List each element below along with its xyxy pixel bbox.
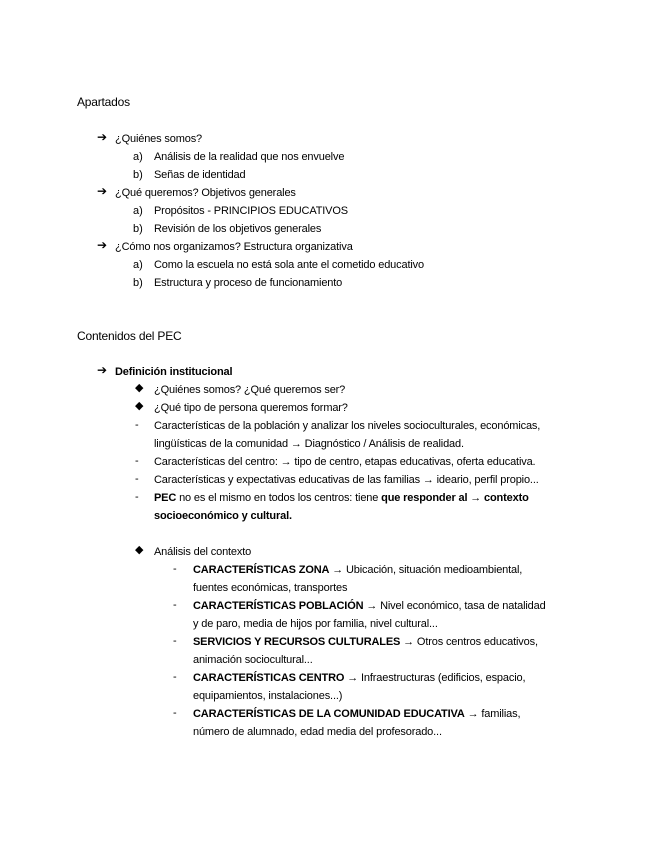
context-item-bold: CARACTERÍSTICAS CENTRO <box>193 672 345 684</box>
dash-marker: - <box>135 491 139 503</box>
apartados-subitem: Estructura y proceso de funcionamiento <box>154 277 343 289</box>
context-item-rest: → Otros centros educativos, <box>400 636 538 648</box>
diamond-bullet-icon: ◆ <box>135 544 144 556</box>
diamond-item: ¿Quiénes somos? ¿Qué queremos ser? <box>154 384 346 396</box>
pec-bold-2: que responder al → contexto <box>381 492 529 504</box>
sub-marker: b) <box>133 169 143 181</box>
diamond-bullet-icon: ◆ <box>135 400 144 412</box>
context-item-bold: CARACTERÍSTICAS DE LA COMUNIDAD EDUCATIVA <box>193 708 465 720</box>
contenidos-heading: Contenidos del PEC <box>77 329 182 343</box>
apartados-subitem: Propósitos - PRINCIPIOS EDUCATIVOS <box>154 205 348 217</box>
arrow-bullet-icon: ➔ <box>97 130 108 144</box>
dash-item-line: Características del centro: → tipo de centro, etapas educativas, oferta educativa. <box>154 456 536 468</box>
dash-marker: - <box>173 707 177 719</box>
sub-marker: a) <box>133 259 143 271</box>
diamond-bullet-icon: ◆ <box>135 382 144 394</box>
context-item <box>193 561 578 579</box>
analisis-contexto: Análisis del contexto <box>154 546 252 558</box>
sub-marker: a) <box>133 151 143 163</box>
apartados-subitem: Como la escuela no está sola ante el cometido educativo <box>154 259 424 271</box>
context-item-line2: y de paro, media de hijos por familia, nivel cultural... <box>193 618 438 630</box>
context-item-line2: fuentes económicas, transportes <box>193 582 348 594</box>
pec-bold: PEC <box>154 492 177 504</box>
apartados-item-1: ¿Quiénes somos? <box>115 133 203 145</box>
dash-marker: - <box>135 473 139 485</box>
sub-marker: a) <box>133 205 143 217</box>
dash-item-line: lingüísticas de la comunidad → Diagnóstico / Análisis de realidad. <box>154 438 464 450</box>
context-item-bold: CARACTERÍSTICAS ZONA <box>193 564 330 576</box>
arrow-bullet-icon: ➔ <box>97 363 108 377</box>
apartados-subitem: Revisión de los objetivos generales <box>154 223 322 235</box>
context-item-bold: SERVICIOS Y RECURSOS CULTURALES <box>193 636 401 648</box>
arrow-bullet-icon: ➔ <box>97 184 108 198</box>
pec-mid: no es el mismo en todos los centros: tiene <box>176 492 382 504</box>
context-item-rest: → Nivel económico, tasa de natalidad <box>363 600 546 612</box>
dash-item-pec <box>154 489 578 507</box>
dash-marker: - <box>135 455 139 467</box>
apartados-subitem: Señas de identidad <box>154 169 246 181</box>
arrow-bullet-icon: ➔ <box>97 238 108 252</box>
apartados-heading: Apartados <box>77 95 130 109</box>
dash-item-line: Características de la población y analizar los niveles socioculturales, económicas, <box>154 420 541 432</box>
apartados-item-3: ¿Cómo nos organizamos? Estructura organizativa <box>115 241 353 253</box>
sub-marker: b) <box>133 223 143 235</box>
context-item <box>193 669 578 687</box>
context-item <box>193 705 578 723</box>
dash-marker: - <box>173 671 177 683</box>
context-item <box>193 597 578 615</box>
diamond-item: ¿Qué tipo de persona queremos formar? <box>154 402 348 414</box>
apartados-subitem: Análisis de la realidad que nos envuelve <box>154 151 345 163</box>
dash-marker: - <box>173 635 177 647</box>
dash-marker: - <box>173 563 177 575</box>
context-item-line2: número de alumnado, edad media del profesorado... <box>193 726 442 738</box>
dash-item-line: Características y expectativas educativas de las familias → ideario, perfil propio... <box>154 474 539 486</box>
sub-marker: b) <box>133 277 143 289</box>
dash-marker: - <box>173 599 177 611</box>
context-item-bold: CARACTERÍSTICAS POBLACIÓN <box>193 600 364 612</box>
context-item-rest: → Ubicación, situación medioambiental, <box>329 564 523 576</box>
context-item-rest: → familias, <box>464 708 521 720</box>
definicion-institucional: Definición institucional <box>115 366 233 378</box>
context-item-line2: animación sociocultural... <box>193 654 313 666</box>
dash-marker: - <box>135 419 139 431</box>
context-item-line2: equipamientos, instalaciones...) <box>193 690 343 702</box>
context-item-rest: → Infraestructuras (edificios, espacio, <box>344 672 526 684</box>
dash-item-line: socioeconómico y cultural. <box>154 510 292 522</box>
context-item <box>193 633 578 651</box>
apartados-item-2: ¿Qué queremos? Objetivos generales <box>115 187 296 199</box>
